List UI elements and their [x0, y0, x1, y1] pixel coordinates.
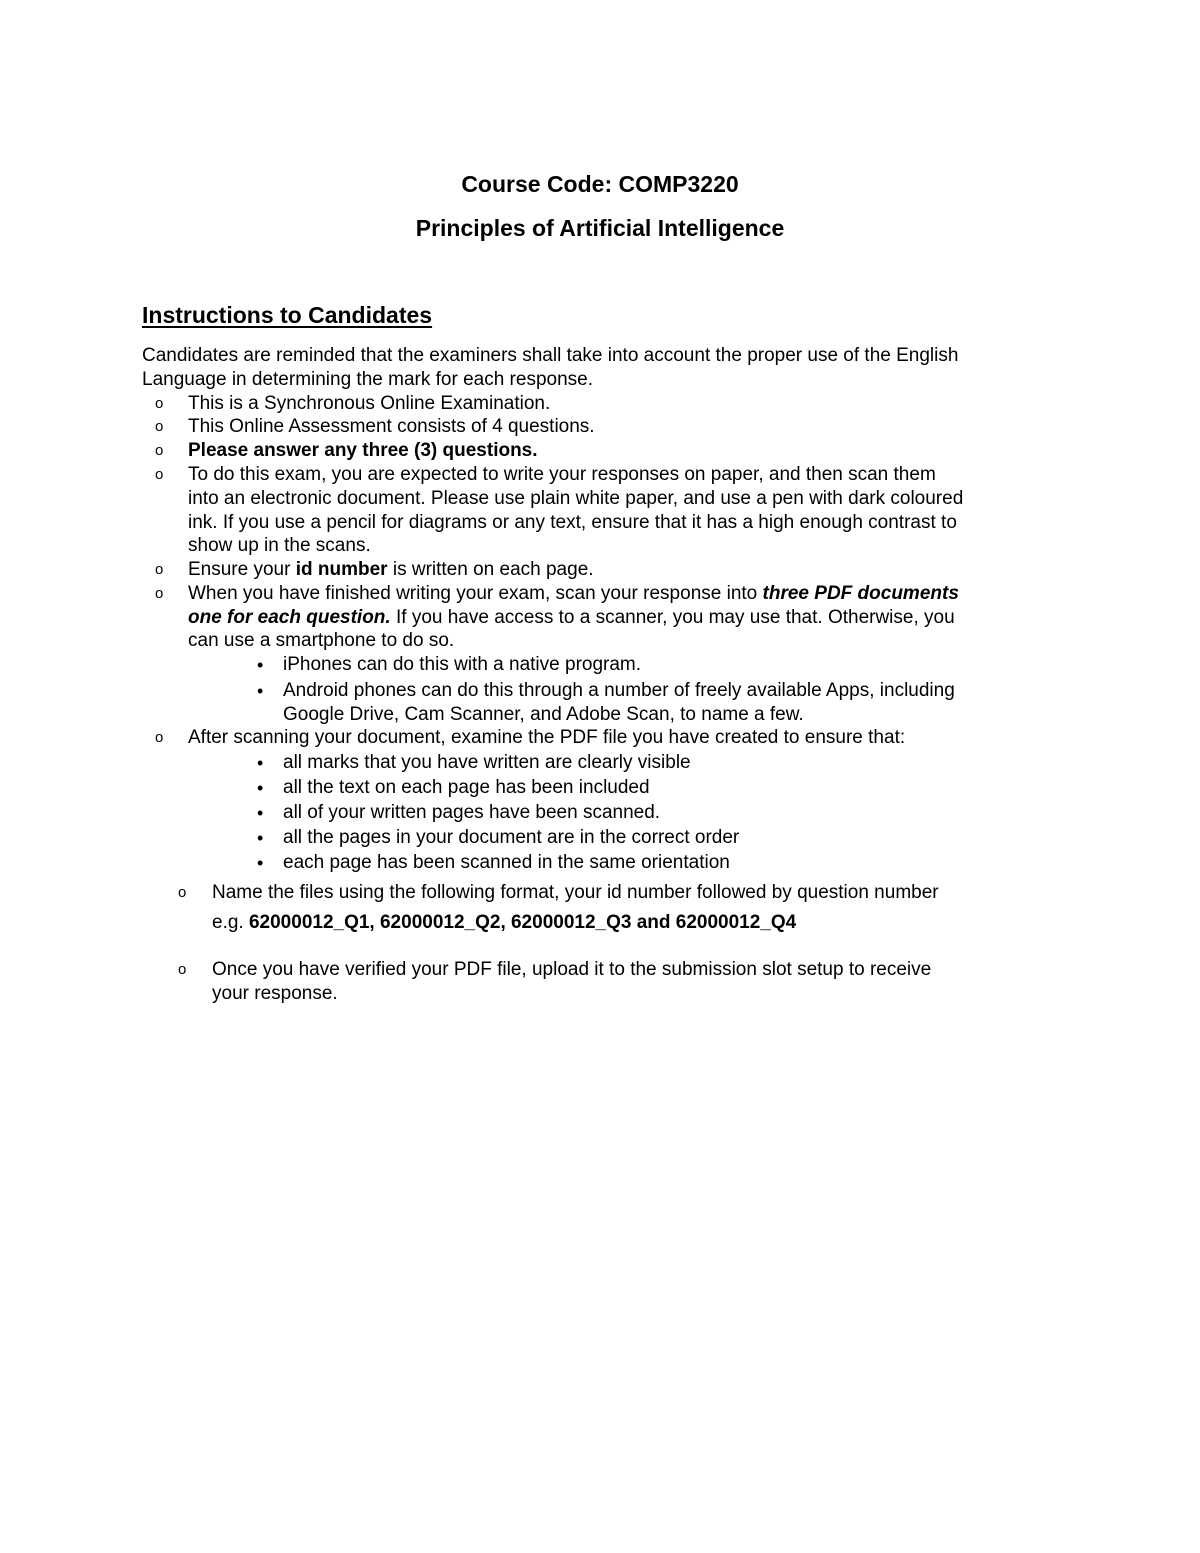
list-item	[188, 582, 959, 606]
pdf-documents-emphasis: three PDF documents	[762, 583, 959, 604]
sub-list-item-continuation: Google Drive, Cam Scanner, and Adobe Scan, to name a few.	[283, 704, 804, 725]
bullet-marker: •	[257, 828, 264, 848]
list-marker: o	[178, 884, 187, 901]
id-number-emphasis: id number	[295, 559, 388, 580]
intro-line: Candidates are reminded that the examiners shall take into account the proper use of the English	[142, 345, 959, 366]
list-marker: o	[155, 729, 164, 746]
list-item-continuation: your response.	[212, 983, 338, 1004]
list-marker: o	[155, 585, 164, 602]
list-item-continuation: ink. If you use a pencil for diagrams or any text, ensure that it has a high enough contrast to	[188, 512, 957, 533]
list-item-bold: Please answer any three (3) questions.	[188, 440, 538, 461]
instructions-heading: Instructions to Candidates	[142, 302, 433, 328]
list-item-continuation	[188, 606, 955, 630]
list-item: This Online Assessment consists of 4 questions.	[188, 416, 595, 437]
sub-list-item: all the pages in your document are in the correct order	[283, 827, 740, 848]
course-code: Course Code: COMP3220	[461, 171, 739, 197]
bullet-marker: •	[257, 681, 264, 701]
one-per-question-emphasis: one for each question.	[188, 607, 391, 628]
sub-list-item: all marks that you have written are clearly visible	[283, 752, 691, 773]
sub-list-item: Android phones can do this through a number of freely available Apps, including	[283, 680, 955, 701]
list-item: After scanning your document, examine the PDF file you have created to ensure that:	[188, 727, 906, 748]
sub-list-item: iPhones can do this with a native program.	[283, 654, 642, 675]
list-item-continuation: show up in the scans.	[188, 535, 371, 556]
list-item: Name the files using the following format, your id number followed by question number	[212, 882, 939, 903]
list-item	[188, 558, 594, 582]
sub-list-item: all the text on each page has been included	[283, 777, 650, 798]
bullet-marker: •	[257, 853, 264, 873]
course-title: Principles of Artificial Intelligence	[415, 215, 785, 241]
intro-line: Language in determining the mark for each response.	[142, 369, 593, 390]
sub-list-item: each page has been scanned in the same orientation	[283, 852, 730, 873]
list-marker: o	[155, 395, 164, 412]
bullet-marker: •	[257, 655, 264, 675]
text-run: Ensure your	[188, 559, 296, 580]
list-marker: o	[178, 961, 187, 978]
list-marker: o	[155, 466, 164, 483]
list-marker: o	[155, 442, 164, 459]
list-marker: o	[155, 561, 164, 578]
bullet-marker: •	[257, 778, 264, 798]
list-marker: o	[155, 418, 164, 435]
file-name-examples: 62000012_Q1, 62000012_Q2, 62000012_Q3 and 62000012_Q4	[248, 912, 797, 933]
list-item-continuation: can use a smartphone to do so.	[188, 630, 455, 651]
text-run: If you have access to a scanner, you may use that. Otherwise, you	[390, 607, 955, 628]
list-item: To do this exam, you are expected to write your responses on paper, and then scan them	[188, 464, 936, 485]
list-item: This is a Synchronous Online Examination.	[188, 393, 551, 414]
text-run: e.g.	[212, 912, 249, 933]
list-item-continuation: into an electronic document. Please use plain white paper, and use a pen with dark coloured	[188, 488, 964, 509]
list-item: Once you have verified your PDF file, upload it to the submission slot setup to receive	[212, 959, 932, 980]
bullet-marker: •	[257, 803, 264, 823]
text-run: When you have finished writing your exam, scan your response into	[188, 583, 763, 604]
list-item-continuation	[212, 911, 796, 935]
text-run: is written on each page.	[387, 559, 594, 580]
bullet-marker: •	[257, 753, 264, 773]
sub-list-item: all of your written pages have been scanned.	[283, 802, 661, 823]
